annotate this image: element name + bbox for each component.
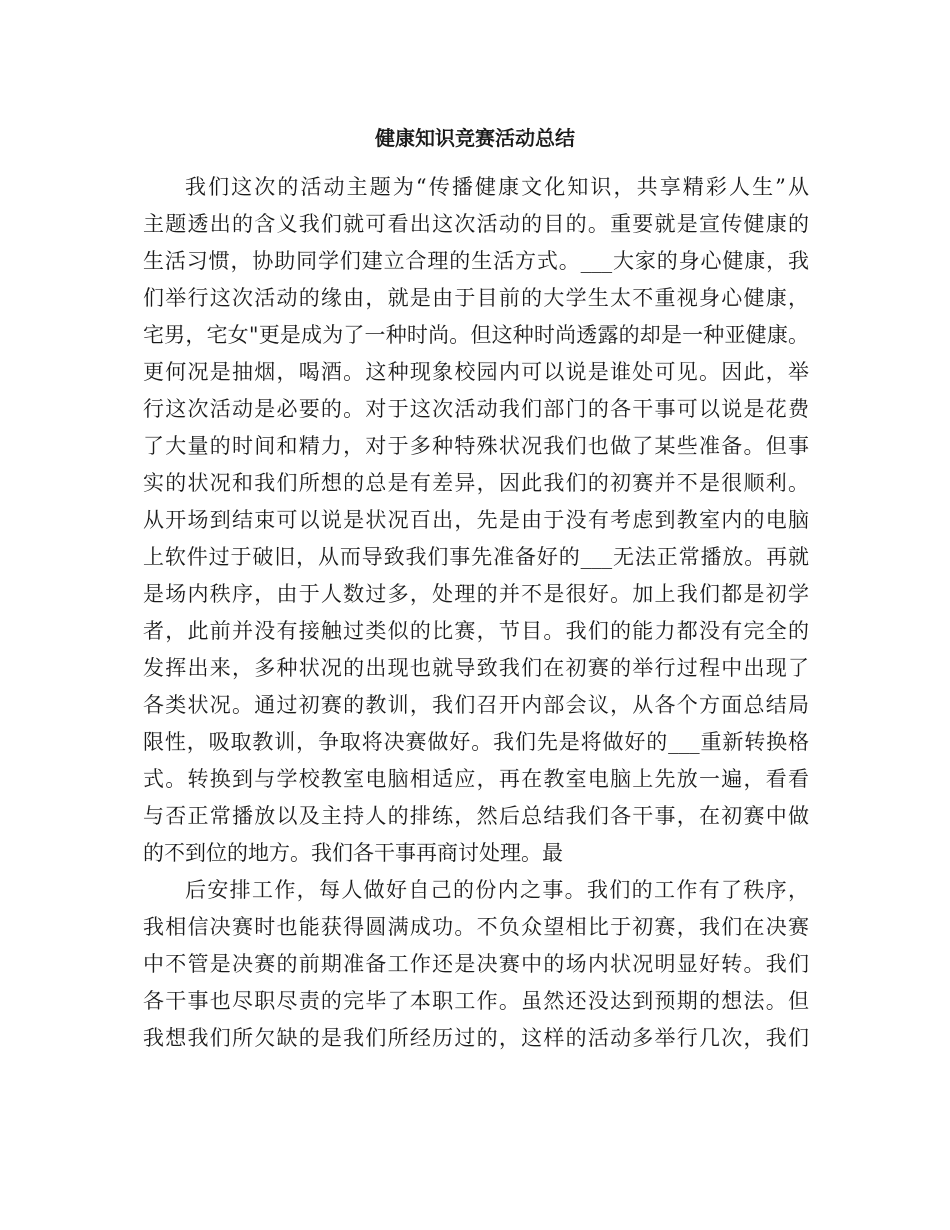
text-line: 主题透出的含义我们就可看出这次活动的目的。重要就是宣传健康的	[143, 212, 809, 236]
text-line: 后安排工作，每人做好自己的份内之事。我们的工作有了秩序，	[185, 878, 809, 902]
text-line: 更何况是抽烟，喝酒。这种现象校园内可以说是谁处可见。因此，举	[143, 360, 809, 384]
text-line: 了大量的时间和精力，对于多种特殊状况我们也做了某些准备。但事	[143, 434, 809, 458]
text-line: 限性，吸取教训，争取将决赛做好。我们先是将做好的___重新转换格	[143, 730, 809, 754]
text-line: 与否正常播放以及主持人的排练，然后总结我们各干事，在初赛中做	[143, 804, 809, 828]
document-title: 健康知识竞赛活动总结	[375, 126, 575, 150]
text-line: 式。转换到与学校教室电脑相适应，再在教室电脑上先放一遍，看看	[143, 767, 809, 791]
text-line: 者，此前并没有接触过类似的比赛，节目。我们的能力都没有完全的	[143, 619, 809, 643]
text-line: 上软件过于破旧，从而导致我们事先准备好的___无法正常播放。再就	[143, 545, 809, 569]
text-line: 从开场到结束可以说是状况百出，先是由于没有考虑到教室内的电脑	[143, 508, 809, 532]
text-line: 的不到位的地方。我们各干事再商讨处理。最	[143, 841, 563, 865]
text-line: 实的状况和我们所想的总是有差异，因此我们的初赛并不是很顺利。	[143, 471, 809, 495]
paragraph-2	[143, 872, 809, 1057]
text-line: 们举行这次活动的缘由，就是由于目前的大学生太不重视身心健康，	[143, 286, 809, 310]
text-line: 是场内秩序，由于人数过多，处理的并不是很好。加上我们都是初学	[143, 582, 809, 606]
text-line: 发挥出来，多种状况的出现也就导致我们在初赛的举行过程中出现了	[143, 656, 809, 680]
text-line: 各类状况。通过初赛的教训，我们召开内部会议，从各个方面总结局	[143, 693, 809, 717]
text-line: 生活习惯，协助同学们建立合理的生活方式。___大家的身心健康，我	[143, 249, 809, 273]
document-body	[143, 169, 809, 1057]
text-line: 我想我们所欠缺的是我们所经历过的，这样的活动多举行几次，我们	[143, 1026, 809, 1050]
text-line: 行这次活动是必要的。对于这次活动我们部门的各干事可以说是花费	[143, 397, 809, 421]
text-line: 宅男，宅女"更是成为了一种时尚。但这种时尚透露的却是一种亚健康。	[143, 323, 809, 347]
text-line: 我们这次的活动主题为“传播健康文化知识，共享精彩人生”从	[185, 175, 809, 199]
text-line: 各干事也尽职尽责的完毕了本职工作。虽然还没达到预期的想法。但	[143, 989, 809, 1013]
text-line: 中不管是决赛的前期准备工作还是决赛中的场内状况明显好转。我们	[143, 952, 809, 976]
text-line: 我相信决赛时也能获得圆满成功。不负众望相比于初赛，我们在决赛	[143, 915, 809, 939]
paragraph-1	[143, 169, 809, 872]
